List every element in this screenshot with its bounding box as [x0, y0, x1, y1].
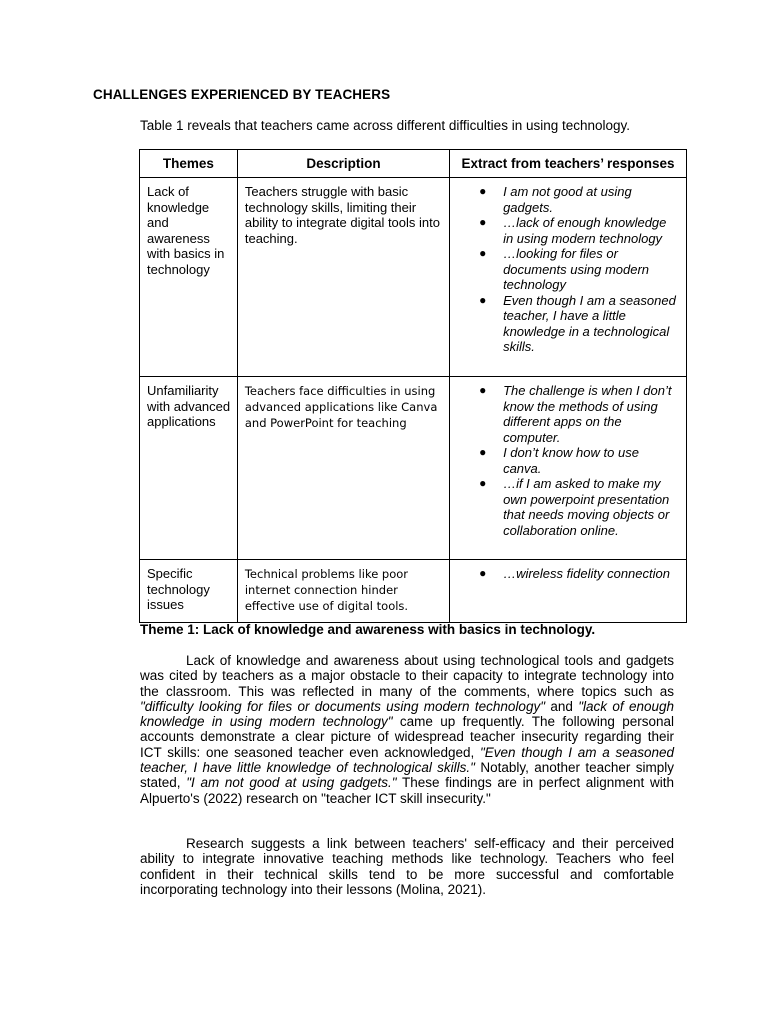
- list-item: [457, 566, 680, 582]
- list-item: [457, 383, 680, 445]
- extract-cell: [450, 560, 687, 623]
- theme-cell: Lack of knowledge and awareness with basics in technology: [140, 178, 238, 377]
- list-item: [457, 184, 680, 215]
- bullet-icon: ●: [479, 476, 487, 490]
- paragraph-2: [140, 836, 674, 897]
- extract-cell: [450, 178, 687, 377]
- header-extract: Extract from teachers’ responses: [450, 150, 687, 178]
- table-row: [140, 178, 687, 377]
- paragraph-1: [140, 653, 674, 806]
- description-cell: Teachers struggle with basic technology skills, limiting their ability to integrate digital tools into teaching.: [237, 178, 449, 377]
- para-text: and: [545, 698, 579, 714]
- bullet-icon: ●: [479, 445, 487, 459]
- bullet-icon: ●: [479, 246, 487, 260]
- extract-text: Even though I am a seasoned teacher, I have a little knowledge in a technological skills.: [503, 292, 676, 354]
- extract-text: …looking for files or documents using modern technology: [503, 246, 650, 292]
- list-item: [457, 445, 680, 476]
- header-description: Description: [237, 150, 449, 178]
- extract-text: I am not good at using gadgets.: [503, 184, 632, 215]
- list-item: [457, 246, 680, 293]
- table-row: [140, 560, 687, 623]
- theme-1-title: Theme 1: Lack of knowledge and awareness with basics in technology.: [140, 622, 596, 637]
- para-text: These findings are in perfect alignment with Alpuerto's (2022) research on "teacher ICT skill insecurity.": [140, 775, 674, 806]
- extract-text: The challenge is when I don’t know the methods of using different apps on the computer.: [503, 383, 672, 445]
- theme-cell: Unfamiliarity with advanced applications: [140, 377, 238, 560]
- bullet-icon: ●: [479, 292, 487, 307]
- bullet-icon: ●: [479, 184, 487, 198]
- table-row: [140, 377, 687, 560]
- extract-text: I don’t know how to use canva.: [503, 445, 639, 476]
- quote-text: "difficulty looking for files or documents using modern technology": [140, 698, 545, 714]
- theme-cell: Specific technology issues: [140, 560, 238, 623]
- bullet-icon: ●: [479, 566, 487, 580]
- section-heading: CHALLENGES EXPERIENCED BY TEACHERS: [93, 87, 391, 102]
- quote-text: "I am not good at using gadgets.": [186, 775, 397, 791]
- extract-cell: [450, 377, 687, 560]
- quote-text: "lack of enough knowledge in using modern technology": [140, 698, 674, 730]
- para-text: came up frequently. The following personal accounts demonstrate a clear picture of widespread teacher insecurity regarding their ICT skills: one seasoned teacher even acknowledged,: [140, 714, 674, 760]
- description-cell: Teachers face difficulties in using advanced applications like Canva and PowerPoint for teaching: [237, 377, 449, 560]
- para-text: Lack of knowledge and awareness about using technological tools and gadgets was cited by teachers as a major obstacle to their capacity to integrate technology into the classroom. This was reflected in many of the comments, where topics such as: [140, 653, 674, 699]
- bullet-icon: ●: [479, 383, 487, 397]
- bullet-icon: ●: [479, 215, 487, 229]
- list-item: [457, 293, 680, 355]
- description-cell: Technical problems like poor internet connection hinder effective use of digital tools.: [237, 560, 449, 623]
- list-item: [457, 215, 680, 246]
- table-header-row: [140, 150, 687, 178]
- table-intro: Table 1 reveals that teachers came across different difficulties in using technology.: [140, 118, 631, 133]
- para-text: Notably, another teacher simply stated,: [140, 760, 675, 791]
- para-text: Research suggests a link between teachers' self-efficacy and their perceived ability to integrate innovative teaching methods like technology. Teachers who feel confident in their technical skills tend to be more successful and comfortable incorporating technology into their lessons (Molina, 2021).: [140, 836, 674, 897]
- extract-text: …if I am asked to make my own powerpoint presentation that needs moving objects or collaboration online.: [503, 476, 670, 538]
- quote-text: "Even though I am a seasoned teacher, I have little knowledge of technological skills.": [140, 744, 674, 776]
- list-item: [457, 476, 680, 538]
- header-themes: Themes: [140, 150, 238, 178]
- extract-text: …lack of enough knowledge in using modern technology: [503, 215, 667, 246]
- extract-text: …wireless fidelity connection: [503, 566, 670, 581]
- themes-table: [139, 149, 687, 623]
